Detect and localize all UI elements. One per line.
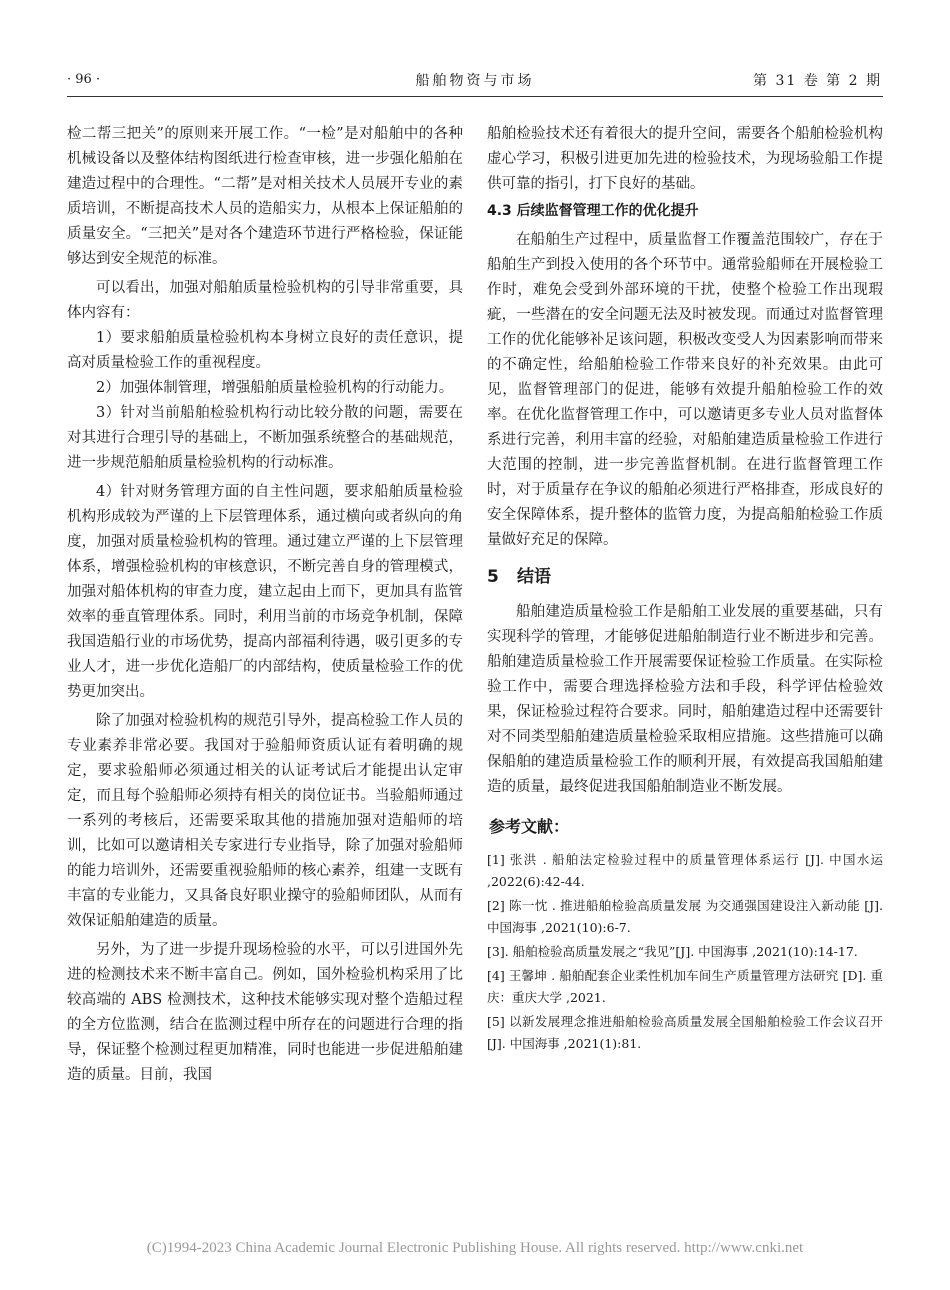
reference-item: [4] 王馨坤 . 船舶配套企业柔性机加车间生产质量管理方法研究 [D]. 重庆：重庆大学 ,2021. <box>487 968 883 1005</box>
list-item: 2）加强体制管理，增强船舶质量检验机构的行动能力。 <box>96 380 454 396</box>
paragraph: 船舶检验技术还有着很大的提升空间，需要各个船舶检验机构虚心学习，积极引进更加先进的检验技术，为现场验船工作提供可靠的指引，打下良好的基础。 <box>487 126 883 192</box>
reference-list <box>487 849 883 1055</box>
reference-item: [1] 张洪 . 船舶法定检验过程中的质量管理体系运行 [J]. 中国水运 ,2022(6):42-44. <box>487 852 883 889</box>
list-item: 1）要求船舶质量检验机构本身树立良好的责任意识，提高对质量检验工作的重视程度。 <box>67 330 463 371</box>
issue-info: 第 31 卷 第 2 期 <box>753 73 882 89</box>
paragraph: 另外，为了进一步提升现场检验的水平，可以引进国外先进的检测技术来不断丰富自己。例如，国外检验机构采用了比较高端的 ABS 检测技术，这种技术能够实现对整个造船过程的全方位监测，结合在监测过程中所存在的问题进行合理的指导，保证整个检测过程更加精准，同时也能进一步促进船舶建造的质量。目前，我国 <box>67 942 463 1083</box>
section-title: 结语 <box>517 567 551 587</box>
reference-item: [3]. 船舶检验高质量发展之“我见”[J]. 中国海事 ,2021(10):14-17. <box>487 944 858 959</box>
paragraph: 船舶建造质量检验工作是船舶工业发展的重要基础，只有实现科学的管理，才能够促进船舶制造行业不断进步和完善。船舶建造质量检验工作开展需要保证检验工作质量。在实际检验工作中，需要合理选择检验方法和手段，科学评估检验效果，保证检验过程符合要求。同时，船舶建造过程中还需要针对不同类型船舶建造质量检验采取相应措施。这些措施可以确保船舶的建造质量检验工作的顺利开展，有效提高我国船舶建造的质量，最终促进我国船舶制造业不断发展。 <box>487 604 883 795</box>
paragraph: 除了加强对检验机构的规范引导外，提高检验工作人员的专业素养非常必要。我国对于验船师资质认证有着明确的规定，要求验船师必须通过相关的认证考试后才能提出认定审定，而且每个验船师必须持有相关的岗位证书。当验船师通过一系列的考核后，还需要采取其他的措施加强对造船师的培训，比如可以邀请相关专家进行专业指导，除了加强对验船师的能力培训外，还需要重视验船师的核心素养，组建一支既有丰富的专业能力，又具备良好职业操守的验船师团队，从而有效保证船舶建造的质量。 <box>67 713 463 929</box>
copyright-footer: (C)1994-2023 China Academic Journal Electronic Publishing House. All rights reserved. http://www.cnki.net <box>146 1240 804 1256</box>
paragraph: 检二帮三把关”的原则来开展工作。“一检”是对船舶中的各种机械设备以及整体结构图纸进行检查审核，进一步强化船舶在建造过程中的合理性。“二帮”是对相关技术人员展开专业的素质培训，不断提高技术人员的造船实力，从根本上保证船舶的质量安全。“三把关”是对各个建造环节进行严格检验，保证能够达到安全规范的标准。 <box>67 126 463 267</box>
header-rule <box>67 96 883 97</box>
references-title: 参考文献： <box>489 817 570 836</box>
paragraph: 可以看出，加强对船舶质量检验机构的引导非常重要，具体内容有： <box>67 280 463 321</box>
journal-title: 船舶物资与市场 <box>415 73 535 89</box>
left-column <box>67 122 463 1088</box>
reference-item: [5] 以新发展理念推进船舶检验高质量发展全国船舶检验工作会议召开 [J]. 中国海事 ,2021(1):81. <box>487 1014 883 1051</box>
right-column <box>487 122 883 1057</box>
section-heading <box>487 565 883 590</box>
list-item: 3）针对当前船舶检验机构行动比较分散的问题，需要在对其进行合理引导的基础上，不断加强系统整合的基础规范，进一步规范船舶质量检验机构的行动标准。 <box>67 405 463 471</box>
page-header <box>0 0 950 100</box>
subsection-heading: 4.3 后续监督管理工作的优化提升 <box>487 203 699 219</box>
paragraph: 在船舶生产过程中，质量监督工作覆盖范围较广，存在于船舶生产到投入使用的各个环节中。通常验船师在开展检验工作时，难免会受到外部环境的干扰，使整个检验工作出现瑕疵，一些潜在的安全问题无法及时被发现。而通过对监督管理工作的优化能够补足该问题，积极改变受人为因素影响而带来的不确定性，给船舶检验工作带来良好的补充效果。由此可见，监督管理部门的促进，能够有效提升船舶检验工作的效率。在优化监督管理工作中，可以邀请更多专业人员对监督体系进行完善，利用丰富的经验，对船舶建造质量检验工作进行大范围的控制，进一步完善监督机制。在进行监督管理工作时，对于质量存在争议的船舶必须进行严格排查，形成良好的安全保障体系，提升整体的监管力度，为提高船舶检验工作质量做好充足的保障。 <box>487 232 883 548</box>
page-number: · 96 · <box>67 72 101 87</box>
reference-item: [2] 陈一忱 . 推进船舶检验高质量发展 为交通强国建设注入新动能 [J]. 中国海事 ,2021(10):6-7. <box>487 898 883 935</box>
list-item: 4）针对财务管理方面的自主性问题，要求船舶质量检验机构形成较为严谨的上下层管理体系，通过横向或者纵向的角度，加强对质量检验机构的管理。通过建立严谨的上下层管理体系，增强检验机构的审核意识，不断完善自身的管理模式，加强对船体机构的审查力度，建立起由上而下，更加具有监管效率的垂直管理体系。同时，利用当前的市场竞争机制，保障我国造船行业的市场优势，提高内部福利待遇，吸引更多的专业人才，进一步优化造船厂的内部结构，使质量检验工作的优势更加突出。 <box>67 484 463 700</box>
section-number: 5 <box>487 567 499 587</box>
